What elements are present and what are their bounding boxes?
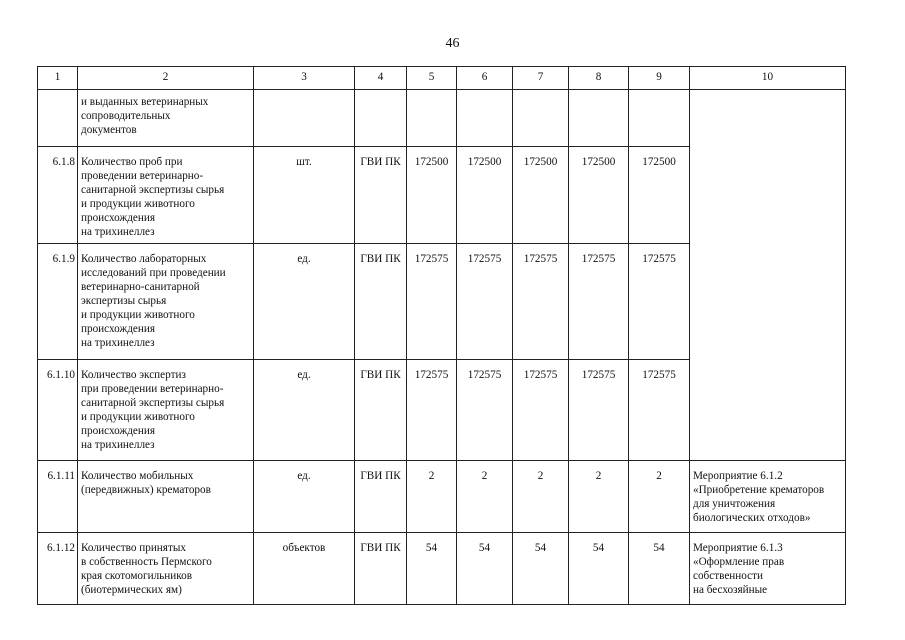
value-col-6: 172575 — [457, 360, 513, 461]
value-col-6: 172500 — [457, 147, 513, 244]
indicator-name: Количество мобильных (передвижных) крематоров — [81, 470, 211, 496]
header-cell: 6 — [457, 67, 513, 90]
value-col-8: 54 — [569, 533, 629, 605]
value-col-9: 2 — [629, 461, 690, 533]
indicator-name: Количество принятых в собственность Пермского края скотомогильников (биотермических ям) — [81, 542, 212, 596]
value-col-8: 172575 — [569, 360, 629, 461]
indicator-name: Количество экспертиз при проведении ветеринарно- санитарной экспертизы сырья и продукции животного происхождения на трихинеллез — [81, 369, 225, 451]
continuation-text: и выданных ветеринарных сопроводительных документов — [81, 96, 209, 136]
measure-note: Мероприятие 6.1.3 «Оформление прав собственности на бесхозяйные — [693, 542, 785, 596]
unit: шт. — [254, 147, 355, 244]
header-cell: 8 — [569, 67, 629, 90]
unit: ед. — [254, 461, 355, 533]
header-row — [38, 67, 846, 90]
source: ГВИ ПК — [355, 360, 407, 461]
value-col-8: 172500 — [569, 147, 629, 244]
value-cell — [407, 90, 457, 147]
indicator-name: Количество лабораторных исследований при проведении ветеринарно-санитарной экспертизы сырья и продукции животного происхождения на трихинеллез — [81, 253, 226, 349]
indicator-name: Количество проб при проведении ветеринарно- санитарной экспертизы сырья и продукции животного происхождения на трихинеллез — [81, 156, 225, 238]
table-row — [38, 461, 846, 533]
note-cell — [690, 90, 846, 461]
source: ГВИ ПК — [355, 244, 407, 360]
row-number: 6.1.12 — [38, 533, 78, 605]
unit: ед. — [254, 360, 355, 461]
row-number: 6.1.9 — [38, 244, 78, 360]
value-col-5: 172575 — [407, 244, 457, 360]
page-number: 46 — [445, 36, 460, 51]
value-col-9: 54 — [629, 533, 690, 605]
value-cell — [629, 90, 690, 147]
header-cell: 7 — [513, 67, 569, 90]
value-col-8: 2 — [569, 461, 629, 533]
unit: объектов — [254, 533, 355, 605]
indicator-name-cell — [78, 533, 254, 605]
value-col-6: 172575 — [457, 244, 513, 360]
value-col-5: 172500 — [407, 147, 457, 244]
header-cell: 10 — [690, 67, 846, 90]
value-col-9: 172575 — [629, 360, 690, 461]
value-col-7: 2 — [513, 461, 569, 533]
indicator-name-cell — [78, 90, 254, 147]
value-col-5: 54 — [407, 533, 457, 605]
value-col-9: 172575 — [629, 244, 690, 360]
value-col-5: 2 — [407, 461, 457, 533]
indicator-name-cell — [78, 147, 254, 244]
value-col-7: 54 — [513, 533, 569, 605]
header-cell: 1 — [38, 67, 78, 90]
header-cell: 4 — [355, 67, 407, 90]
source: ГВИ ПК — [355, 461, 407, 533]
indicator-name-cell — [78, 461, 254, 533]
header-cell: 9 — [629, 67, 690, 90]
row-number: 6.1.11 — [38, 461, 78, 533]
indicators-table — [37, 66, 846, 605]
value-col-6: 2 — [457, 461, 513, 533]
note-cell — [690, 533, 846, 605]
measure-note: Мероприятие 6.1.2 «Приобретение крематоров для уничтожения биологических отходов» — [693, 470, 825, 524]
row-number-cell — [38, 90, 78, 147]
value-col-7: 172500 — [513, 147, 569, 244]
unit: ед. — [254, 244, 355, 360]
value-cell — [569, 90, 629, 147]
source: ГВИ ПК — [355, 147, 407, 244]
table-row — [38, 90, 846, 147]
indicator-name-cell — [78, 244, 254, 360]
row-number: 6.1.8 — [38, 147, 78, 244]
value-col-7: 172575 — [513, 360, 569, 461]
value-col-8: 172575 — [569, 244, 629, 360]
value-col-5: 172575 — [407, 360, 457, 461]
value-cell — [513, 90, 569, 147]
header-cell: 5 — [407, 67, 457, 90]
table-row — [38, 533, 846, 605]
note-cell — [690, 461, 846, 533]
value-col-6: 54 — [457, 533, 513, 605]
row-number: 6.1.10 — [38, 360, 78, 461]
value-col-9: 172500 — [629, 147, 690, 244]
source-cell — [355, 90, 407, 147]
value-col-7: 172575 — [513, 244, 569, 360]
unit-cell — [254, 90, 355, 147]
source: ГВИ ПК — [355, 533, 407, 605]
indicator-name-cell — [78, 360, 254, 461]
header-cell: 3 — [254, 67, 355, 90]
header-cell: 2 — [78, 67, 254, 90]
value-cell — [457, 90, 513, 147]
